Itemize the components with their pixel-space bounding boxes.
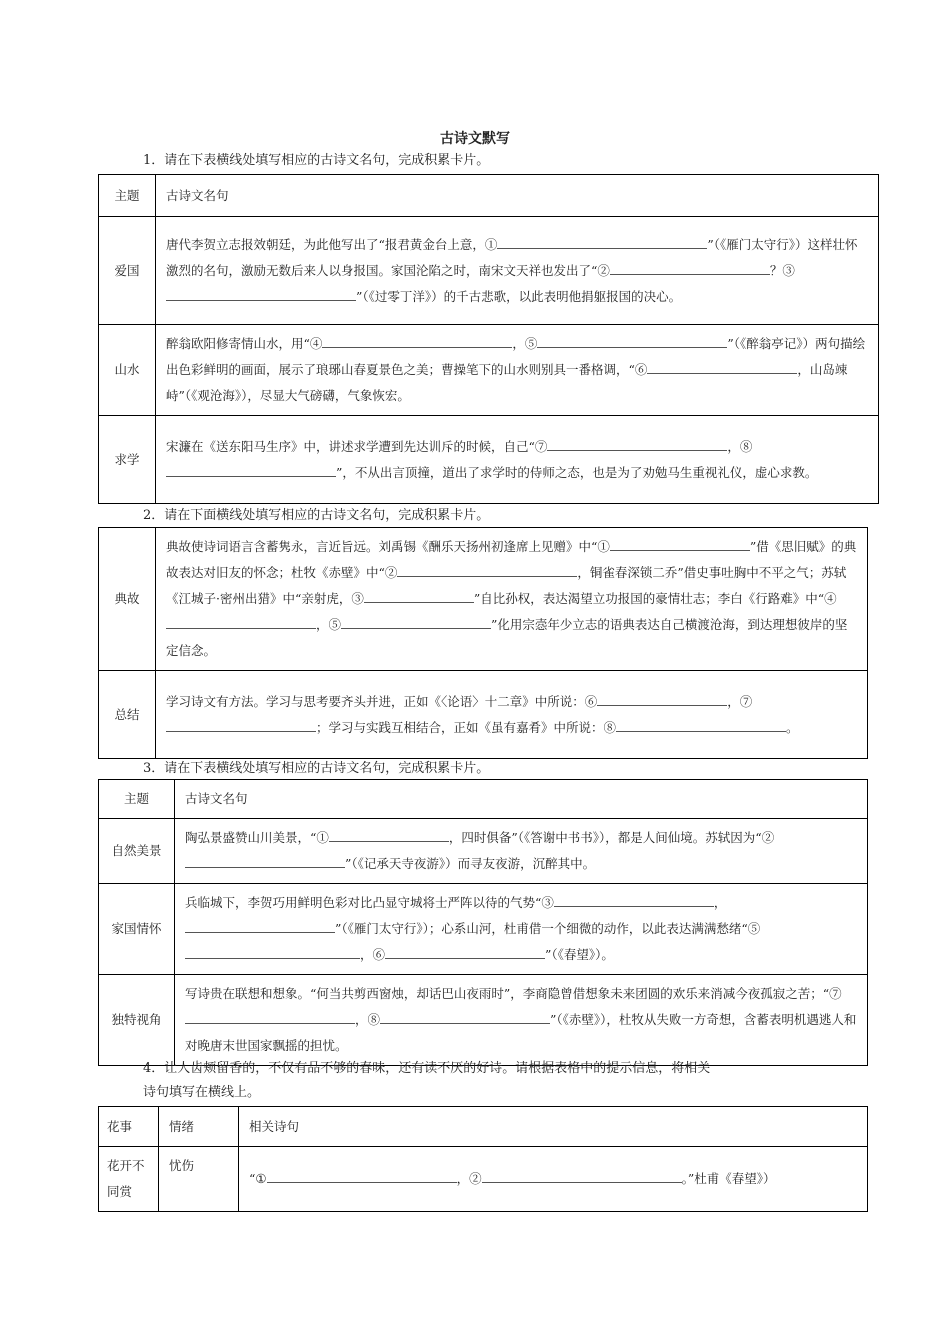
table-row — [99, 325, 879, 416]
table-row — [99, 819, 868, 884]
answer-blank-7[interactable] — [547, 435, 727, 451]
answer-blank-2[interactable] — [397, 561, 577, 577]
answer-blank-1[interactable] — [267, 1167, 457, 1183]
text-segment: 宋濂在《送东阳马生序》中，讲述求学遭到先达训斥的时候，自己“⑦ — [166, 438, 548, 454]
header-quotes: 古诗文名句 — [175, 780, 868, 819]
q1-table — [98, 174, 879, 504]
text-segment: ”（《记承天寺夜游》）而寻友夜游，沉醉其中。 — [345, 856, 596, 871]
q1-prompt: 1．请在下表横线处填写相应的古诗文名句，完成积累卡片。 — [143, 153, 490, 168]
row-content — [156, 528, 868, 671]
row-label: 花开不同赏 — [99, 1147, 159, 1212]
answer-blank-4[interactable] — [166, 613, 316, 629]
text-segment: ”化用宗悫年少立志的语典表达自己横渡沧海，到达理想彼岸的坚定信念。 — [166, 617, 848, 658]
answer-blank-4[interactable] — [322, 332, 512, 348]
row-label: 家国情怀 — [99, 884, 175, 975]
row-content — [156, 217, 879, 325]
text-segment: ，铜雀春深锁二乔”借史事吐胸中不平之气；苏轼《江城子·密州出猎》中“亲射虎，③ — [166, 565, 847, 606]
row-label: 求学 — [99, 416, 156, 504]
header-flower: 花事 — [99, 1107, 159, 1147]
text-segment: 。”杜甫《春望》） — [681, 1171, 776, 1186]
text-segment: 典故使诗词语言含蓄隽永，言近旨远。刘禹锡《酬乐天扬州初逢席上见赠》中“① — [166, 539, 610, 554]
text-segment: ”（《醉翁亭记》）两句描绘出色彩鲜明的画面，展示了琅琊山春夏景色之美；曹操笔下的山水则别具一番格调，“⑥ — [166, 336, 866, 377]
text-segment: ，⑧ — [355, 1012, 381, 1027]
text-segment: ”（《雁门太守行》）；心系山河，杜甫借一个细微的动作，以此表达满满愁绪“⑤ — [335, 921, 761, 936]
q2-table — [98, 527, 868, 759]
answer-blank-5[interactable] — [185, 943, 360, 959]
answer-blank-5[interactable] — [537, 332, 727, 348]
header-poem: 相关诗句 — [239, 1107, 868, 1147]
text-segment: ”（《过零丁洋》）的千古悲歌，以此表明他捐躯报国的决心。 — [356, 288, 682, 304]
q4-table — [98, 1106, 868, 1212]
table-row — [99, 217, 879, 325]
text-segment: 陶弘景盛赞山川美景，“① — [185, 830, 329, 845]
answer-blank-7[interactable] — [185, 1008, 355, 1024]
row-label: 自然美景 — [99, 819, 175, 884]
row-label: 典故 — [99, 528, 156, 671]
header-emotion: 情绪 — [159, 1107, 239, 1147]
q2-prompt: 2．请在下面横线处填写相应的古诗文名句，完成积累卡片。 — [143, 508, 490, 523]
answer-blank-4[interactable] — [185, 917, 335, 933]
table-row — [99, 884, 868, 975]
answer-blank-2[interactable] — [610, 259, 770, 275]
row-content — [156, 416, 879, 504]
text-segment: ？③ — [769, 262, 795, 278]
answer-blank-7[interactable] — [166, 716, 316, 732]
text-segment: “① — [249, 1171, 267, 1186]
text-segment: ，⑥ — [360, 947, 386, 962]
text-segment: 学习诗文有方法。学习与思考要齐头并进，正如《〈论语〉十二章》中所说：⑥ — [166, 693, 598, 709]
answer-blank-8[interactable] — [616, 716, 786, 732]
answer-blank-6[interactable] — [385, 943, 545, 959]
row-label: 山水 — [99, 325, 156, 416]
table-row — [99, 975, 868, 1066]
answer-blank-1[interactable] — [329, 826, 449, 842]
text-segment: 兵临城下，李贺巧用鲜明色彩对比凸显守城将士严阵以待的气势“③ — [185, 895, 554, 910]
table-header-row — [99, 175, 879, 217]
text-segment: ，⑧ — [727, 438, 753, 454]
text-segment: ”（《春望》）。 — [545, 947, 614, 962]
text-segment: ”借《思旧赋》的典故表达对旧友的怀念；杜牧《赤壁》中“② — [166, 539, 857, 580]
header-theme: 主题 — [99, 175, 156, 217]
answer-blank-1[interactable] — [610, 535, 750, 551]
text-segment: ，⑦ — [727, 693, 753, 709]
text-segment: ”（《赤壁》），杜牧从失败一方奇想，含蓄表明机遇逃人和对晚唐末世国家飘摇的担忧。 — [185, 1012, 857, 1053]
row-content — [156, 671, 868, 759]
text-segment: ”（《雁门太守行》）这样壮怀激烈的名句，激励无数后来人以身报国。家国沦陷之时，南宋文天祥也发出了“② — [166, 236, 858, 278]
text-segment: ，⑤ — [316, 617, 342, 632]
row-label: 爱国 — [99, 217, 156, 325]
text-segment: ”，不从出言顶撞，道出了求学时的侍师之态，也是为了劝勉马生重视礼仪，虚心求教。 — [336, 464, 818, 480]
row-label: 总结 — [99, 671, 156, 759]
text-segment: ；学习与实践互相结合，正如《虽有嘉肴》中所说：⑧ — [316, 719, 617, 735]
text-segment: 醉翁欧阳修寄情山水，用“④ — [166, 336, 323, 351]
answer-blank-3[interactable] — [364, 587, 474, 603]
answer-blank-3[interactable] — [554, 891, 714, 907]
text-segment: ， — [713, 895, 727, 910]
text-segment: ”自比孙权，表达渴望立功报国的豪情壮志；李白《行路难》中“④ — [473, 591, 837, 606]
row-content — [175, 819, 868, 884]
row-label: 独特视角 — [99, 975, 175, 1066]
q3-prompt: 3．请在下表横线处填写相应的古诗文名句，完成积累卡片。 — [143, 761, 490, 776]
page-title: 古诗文默写 — [440, 131, 510, 147]
table-row — [99, 528, 868, 671]
answer-blank-8[interactable] — [166, 461, 336, 477]
table-row — [99, 671, 868, 759]
header-quotes: 古诗文名句 — [156, 175, 879, 217]
table-row — [99, 1147, 868, 1212]
text-segment: ，② — [456, 1171, 482, 1186]
answer-blank-2[interactable] — [185, 852, 345, 868]
answer-blank-6[interactable] — [647, 358, 797, 374]
text-segment: 写诗贵在联想和想象。“何当共剪西窗烛，却话巴山夜雨时”，李商隐曾借想象未来团圆的欢乐来消减今夜孤寂之苦；“⑦ — [185, 986, 842, 1001]
answer-blank-3[interactable] — [166, 285, 356, 301]
answer-blank-1[interactable] — [497, 233, 707, 249]
row-content — [156, 325, 879, 416]
q4-prompt-line1: 4．让人齿颊留香的，不仅有品不够的春味，还有读不厌的好诗。请根据表格中的提示信息，将相关 — [143, 1061, 711, 1076]
q3-table — [98, 779, 868, 1066]
text-segment: 唐代李贺立志报效朝廷，为此他写出了“报君黄金台上意，① — [166, 236, 498, 252]
row-emotion: 忧伤 — [159, 1147, 239, 1212]
text-segment: 。 — [786, 719, 799, 735]
row-content — [175, 884, 868, 975]
table-row — [99, 416, 879, 504]
answer-blank-6[interactable] — [597, 690, 727, 706]
answer-blank-2[interactable] — [482, 1167, 682, 1183]
table-header-row — [99, 1107, 868, 1147]
header-theme: 主题 — [99, 780, 175, 819]
answer-blank-8[interactable] — [380, 1008, 550, 1024]
answer-blank-5[interactable] — [341, 613, 491, 629]
table-header-row — [99, 780, 868, 819]
row-content — [175, 975, 868, 1066]
text-segment: ，⑤ — [512, 336, 538, 351]
text-segment: ，山岛竦峙”（《观沧海》），尽显大气磅礴，气象恢宏。 — [166, 362, 848, 403]
q4-prompt-line2: 诗句填写在横线上。 — [143, 1085, 261, 1100]
row-content — [239, 1147, 868, 1212]
text-segment: ，四时俱备”（《答谢中书书》），都是人间仙境。苏轼因为“② — [448, 830, 775, 845]
